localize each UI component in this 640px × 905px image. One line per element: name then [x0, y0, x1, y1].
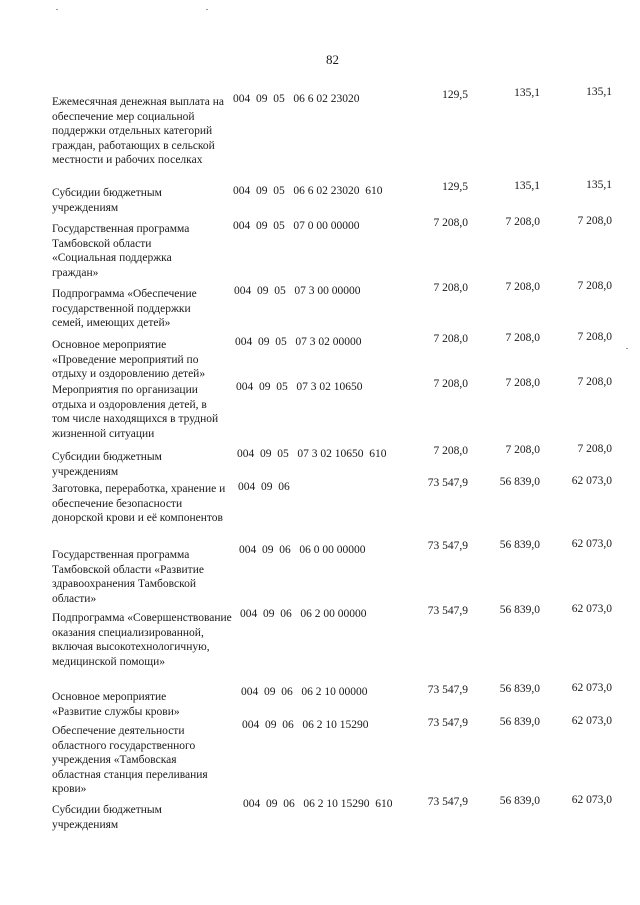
scan-speck: [626, 348, 628, 349]
row-name: Подпрограмма «Совершенствование оказания специализированной, включая высокотехнологичную, медицинской помощи»: [52, 612, 232, 668]
row-value-1: 73 547,9: [427, 796, 468, 808]
page-number: 82: [326, 52, 339, 67]
row-name: Обеспечение деятельности областного государственного учреждения «Тамбовская областная станция переливания крови»: [52, 725, 208, 795]
row-value-2: 56 839,0: [499, 539, 540, 551]
row-value-1: 73 547,9: [427, 477, 468, 489]
row-code: 004 09 05 07 3 00 00000: [234, 285, 361, 297]
row-value-2: 135,1: [514, 180, 540, 192]
row-value-1: 73 547,9: [427, 684, 468, 696]
row-value-2: 7 208,0: [505, 444, 540, 456]
row-value-1: 129,5: [442, 89, 468, 101]
row-value-3: 62 073,0: [571, 603, 612, 615]
row-value-3: 7 208,0: [577, 443, 612, 455]
row-code: 004 09 05 07 3 02 10650: [236, 381, 363, 393]
row-value-2: 56 839,0: [499, 795, 540, 807]
row-code: 004 09 06 06 2 10 15290 610: [243, 798, 393, 810]
row-code: 004 09 06: [238, 481, 290, 493]
row-code: 004 09 05 06 6 02 23020 610: [233, 185, 383, 197]
row-value-3: 135,1: [586, 179, 612, 191]
row-value-1: 7 208,0: [433, 282, 468, 294]
row-code: 004 09 05 06 6 02 23020: [233, 93, 360, 105]
scan-speck: [56, 9, 58, 10]
row-value-1: 129,5: [442, 181, 468, 193]
row-value-1: 7 208,0: [433, 217, 468, 229]
row-name: Государственная программа Тамбовской области «Развитие здравоохранения Тамбовской области»: [52, 549, 204, 605]
row-code: 004 09 06 06 2 10 15290: [242, 719, 369, 731]
row-value-2: 135,1: [514, 87, 540, 99]
row-value-1: 7 208,0: [433, 445, 468, 457]
row-value-2: 7 208,0: [505, 281, 540, 293]
row-code: 004 09 05 07 3 02 00000: [235, 336, 362, 348]
row-name: Субсидии бюджетным учреждениям: [52, 451, 162, 478]
row-value-1: 73 547,9: [427, 605, 468, 617]
row-value-1: 7 208,0: [433, 378, 468, 390]
row-name: Субсидии бюджетным учреждениям: [52, 187, 162, 214]
row-code: 004 09 06 06 2 10 00000: [241, 686, 368, 698]
row-value-3: 62 073,0: [571, 538, 612, 550]
row-value-3: 62 073,0: [571, 682, 612, 694]
row-name: Основное мероприятие «Развитие службы крови»: [52, 691, 180, 718]
row-value-2: 56 839,0: [499, 476, 540, 488]
row-value-1: 7 208,0: [433, 333, 468, 345]
row-name: Основное мероприятие «Проведение мероприятий по отдыху и оздоровлению детей»: [52, 339, 206, 380]
row-value-3: 7 208,0: [577, 331, 612, 343]
row-value-3: 7 208,0: [577, 215, 612, 227]
row-value-3: 62 073,0: [571, 475, 612, 487]
row-name: Субсидии бюджетным учреждениям: [52, 804, 162, 831]
row-code: 004 09 06 06 2 00 00000: [240, 608, 367, 620]
row-code: 004 09 05 07 3 02 10650 610: [237, 448, 387, 460]
row-value-3: 7 208,0: [577, 376, 612, 388]
row-name: Государственная программа Тамбовской области «Социальная поддержка граждан»: [52, 223, 190, 279]
row-value-3: 135,1: [586, 86, 612, 98]
row-value-3: 7 208,0: [577, 280, 612, 292]
row-name: Ежемесячная денежная выплата на обеспечение мер социальной поддержки отдельных категорий граждан, работающих в сельской местности и рабочих поселках: [52, 96, 225, 166]
row-value-2: 56 839,0: [499, 716, 540, 728]
row-value-3: 62 073,0: [571, 715, 612, 727]
row-name: Заготовка, переработка, хранение и обеспечение безопасности донорской крови и её компонентов: [52, 483, 226, 524]
scan-speck: [206, 9, 208, 10]
row-name: Подпрограмма «Обеспечение государственной поддержки семей, имеющих детей»: [52, 288, 197, 329]
row-code: 004 09 06 06 0 00 00000: [239, 544, 366, 556]
row-value-1: 73 547,9: [427, 717, 468, 729]
row-value-2: 56 839,0: [499, 604, 540, 616]
row-value-1: 73 547,9: [427, 540, 468, 552]
row-value-2: 7 208,0: [505, 377, 540, 389]
row-value-2: 7 208,0: [505, 216, 540, 228]
row-code: 004 09 05 07 0 00 00000: [233, 220, 360, 232]
row-value-3: 62 073,0: [571, 794, 612, 806]
row-value-2: 56 839,0: [499, 683, 540, 695]
row-name: Мероприятия по организации отдыха и оздоровления детей, в том числе находящихся в трудной жизненной ситуации: [52, 384, 219, 440]
row-value-2: 7 208,0: [505, 332, 540, 344]
